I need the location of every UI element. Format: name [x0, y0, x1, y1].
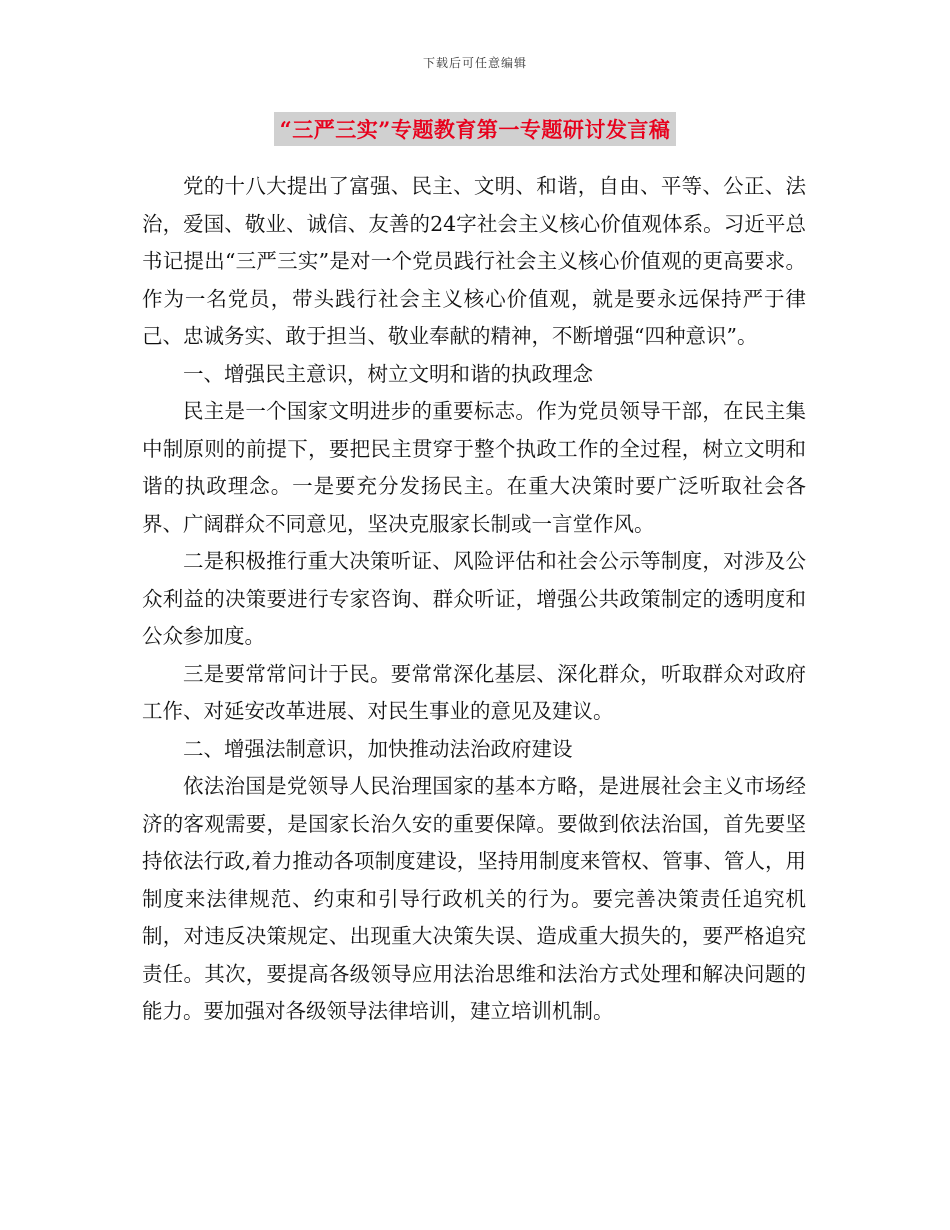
- section-heading-1: 一、增强民主意识，树立文明和谐的执政理念: [183, 361, 593, 386]
- page-header-note: 下载后可任意编辑: [422, 56, 527, 70]
- paragraph-democracy: 民主是一个国家文明进步的重要标志。作为党员领导干部，在民主集中制原则的前提下，要把民主贯穿于整个执政工作的全过程，树立文明和谐的执政理念。一是要充分发扬民主。在重大决策时要广泛听取社会各界、广阔群众不同意见，坚决克服家长制或一言堂作风。: [142, 399, 806, 536]
- paragraph-hearing-system: 二是积极推行重大决策听证、风险评估和社会公示等制度，对涉及公众利益的决策要进行专家咨询、群众听证，增强公共政策制定的透明度和公众参加度。: [142, 549, 806, 648]
- document-body: [142, 168, 806, 1031]
- paragraph-intro: 党的十八大提出了富强、民主、文明、和谐，自由、平等、公正、法治，爱国、敬业、诚信、友善的24字社会主义核心价值观体系。习近平总书记提出“三严三实”是对一个党员践行社会主义核心价值观的更高要求。作为一名党员，带头践行社会主义核心价值观，就是要永远保持严于律己、忠诚务实、敢于担当、敬业奉献的精神，不断增强“四种意识”。: [142, 174, 806, 348]
- title-container: [0, 112, 950, 146]
- section-heading-2: 二、增强法制意识，加快推动法治政府建设: [183, 736, 573, 761]
- document-title: “三严三实”专题教育第一专题研讨发言稿: [274, 112, 677, 146]
- paragraph-consult-people: 三是要常常问计于民。要常常深化基层、深化群众，听取群众对政府工作、对延安改革进展、对民生事业的意见及建议。: [142, 661, 806, 723]
- paragraph-rule-of-law: 依法治国是党领导人民治理国家的基本方略，是进展社会主义市场经济的客观需要，是国家长治久安的重要保障。要做到依法治国，首先要坚持依法行政,着力推动各项制度建设，坚持用制度来管权、管事、管人，用制度来法律规范、约束和引导行政机关的行为。要完善决策责任追究机制，对违反决策规定、出现重大决策失误、造成重大损失的，要严格追究责任。其次，要提高各级领导应用法治思维和法治方式处理和解决问题的能力。要加强对各级领导法律培训，建立培训机制。: [142, 774, 806, 1023]
